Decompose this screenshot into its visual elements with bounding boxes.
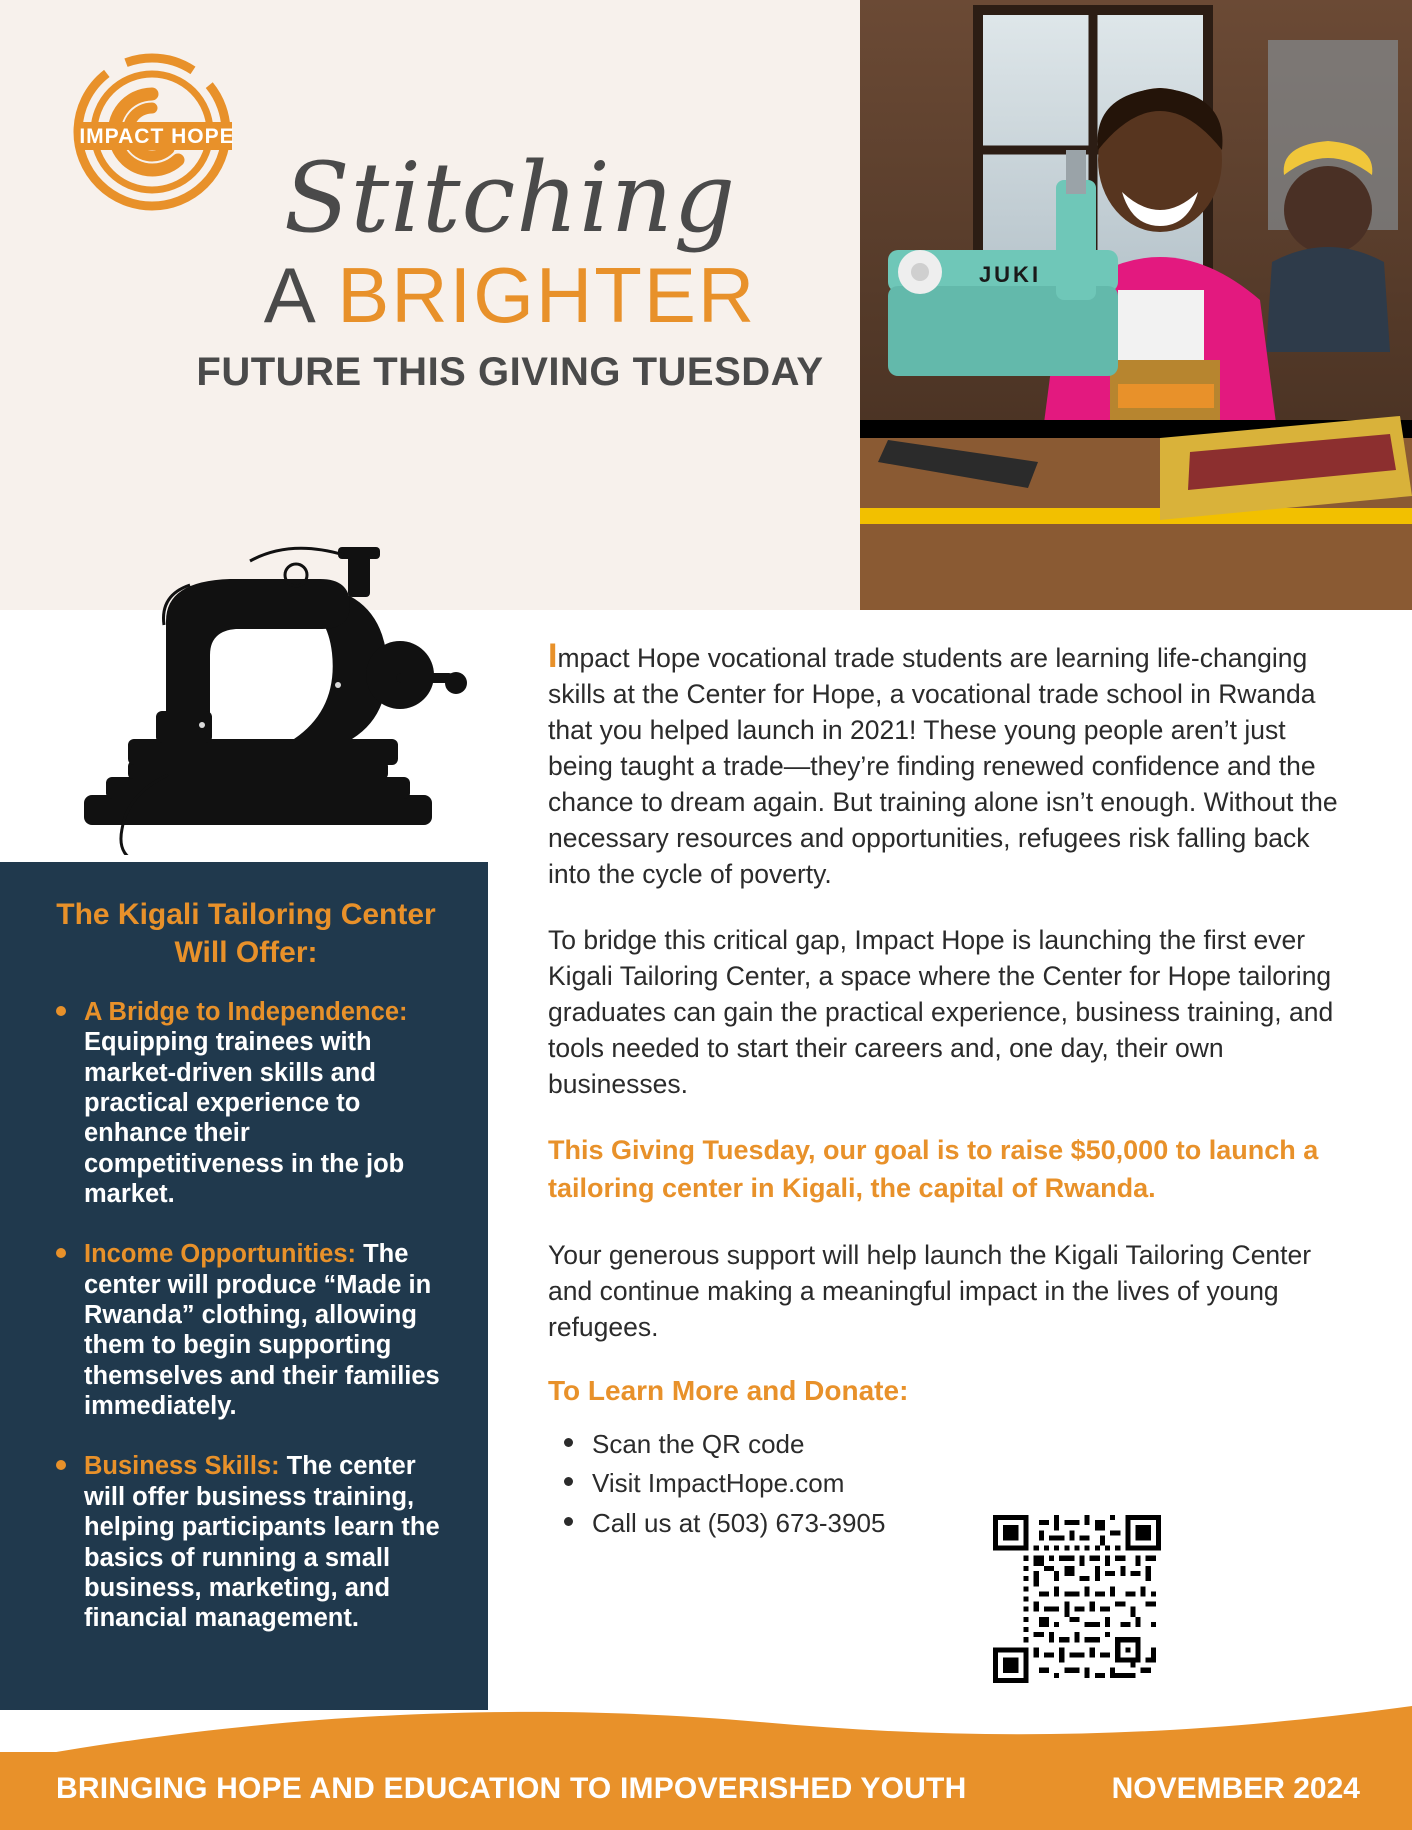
list-item-lead: A Bridge to Independence:	[84, 998, 408, 1026]
list-item-text: The center will offer business training, helping participants learn the basics of running a small business, marketing, and financial management.	[84, 1452, 440, 1633]
student-sewing-photo	[860, 0, 1412, 610]
cta-item-text: Visit ImpactHope.com	[592, 1468, 845, 1499]
headline-brighter: BRIGHTER	[337, 251, 757, 339]
headline-line-2	[160, 251, 860, 339]
headline-a: A	[263, 251, 338, 339]
sidebar-offer-list	[42, 997, 450, 1634]
cta-item-text: Call us at (503) 673-3905	[592, 1508, 886, 1538]
sewing-machine-illustration	[70, 525, 470, 855]
footer-tagline: BRINGING HOPE AND EDUCATION TO IMPOVERISHED YOUTH	[56, 1772, 967, 1805]
list-item-lead: Business Skills:	[84, 1452, 280, 1481]
list-item	[42, 997, 450, 1209]
paragraph-intro	[548, 637, 1338, 892]
headline-script: Stitching	[283, 142, 737, 254]
drop-cap: I	[548, 637, 558, 675]
list-item-text: The center will produce “Made in Rwanda” clothing, allowing them to begin supporting themselves and their families immediately.	[84, 1240, 440, 1421]
sidebar-offer-panel	[0, 862, 488, 1710]
paragraph-bridge: To bridge this critical gap, Impact Hope is launching the first ever Kigali Tailoring Center, a space where the Center for Hope tailoring graduates can gain the practical experience, business training, and tools needed to start their careers and, one day, their own businesses.	[548, 925, 1334, 1100]
svg-text:IMPACT HOPE: IMPACT HOPE	[79, 125, 235, 148]
cta-list	[548, 1425, 978, 1544]
cta-item-text: Scan the QR code	[592, 1428, 805, 1459]
bullet-icon	[564, 1517, 573, 1526]
qr-code[interactable]	[993, 1515, 1161, 1683]
paragraph-intro-text: mpact Hope vocational trade students are learning life-changing skills at the Center for Hope, a vocational trade school in Rwanda that you helped launch in 2021! These young people aren’t just being taught a trade—they’re finding renewed confidence and the chance to dream again. But training alone isn’t enough. Without the necessary resources and opportunities, refugees risk falling back into the cycle of poverty.	[548, 643, 1338, 890]
cta-call-phone[interactable]	[548, 1504, 978, 1544]
list-item	[42, 1239, 450, 1421]
bullet-icon	[56, 1006, 66, 1016]
sidebar-title: The Kigali Tailoring Center Will Offer:	[56, 898, 436, 969]
list-item-text: Equipping trainees with market-driven skills and practical experience to enhance their competitiveness in the job market.	[84, 1028, 405, 1209]
footer-bar	[0, 1752, 1412, 1830]
header-banner	[0, 0, 1412, 610]
bullet-icon	[56, 1248, 66, 1258]
main-body-column	[548, 637, 1338, 1544]
cta-scan-qr	[548, 1425, 978, 1465]
list-item-lead: Income Opportunities:	[84, 1240, 357, 1269]
svg-text:JUKI: JUKI	[978, 262, 1042, 287]
headline-block	[160, 142, 860, 395]
bullet-icon	[564, 1438, 573, 1447]
learn-more-heading: To Learn More and Donate:	[548, 1374, 909, 1406]
goal-highlight: This Giving Tuesday, our goal is to raise $50,000 to launch a tailoring center in Kigali, the capital of Rwanda.	[548, 1135, 1319, 1203]
list-item	[42, 1451, 450, 1633]
cta-visit-site[interactable]	[548, 1464, 978, 1504]
bullet-icon	[56, 1460, 66, 1470]
headline-subtitle: FUTURE THIS GIVING TUESDAY	[196, 350, 824, 394]
paragraph-support: Your generous support will help launch the Kigali Tailoring Center and continue making a meaningful impact in the lives of young refugees.	[548, 1239, 1312, 1342]
bullet-icon	[564, 1477, 573, 1486]
footer-date: NOVEMBER 2024	[1111, 1772, 1360, 1805]
